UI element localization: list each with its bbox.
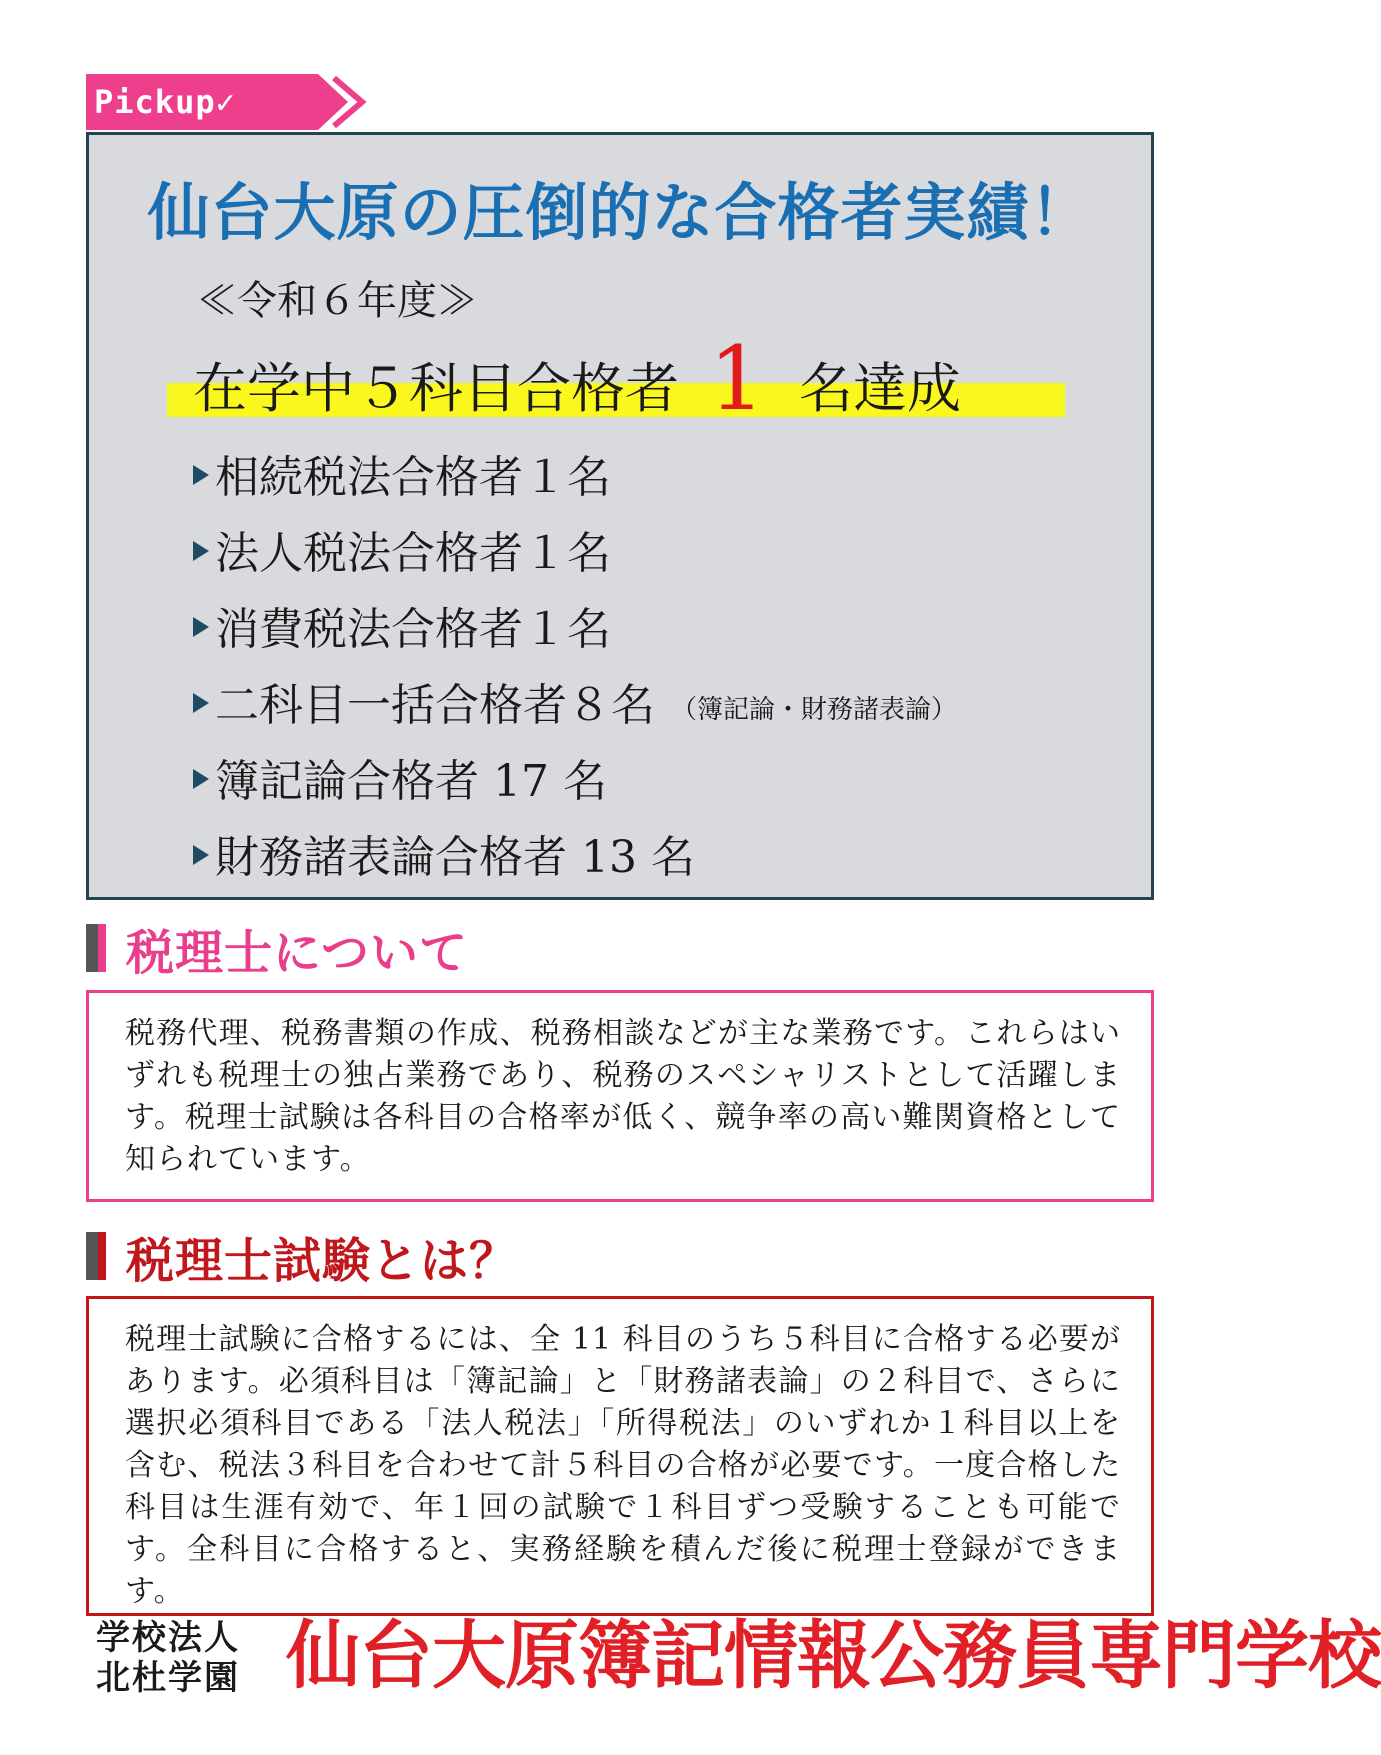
list-item-text: 簿記論合格者 17 名: [215, 756, 607, 807]
school-name: 仙台大原簿記情報公務員専門学校: [286, 1613, 1381, 1699]
list-item: [193, 587, 957, 663]
list-item: [193, 815, 957, 891]
exam-heading-bar: [86, 1232, 106, 1280]
exam-body: 税理士試験に合格するには、全 11 科目のうち５科目に合格する必要があります。必須科目は「簿記論」と「財務諸表論」の２科目で、さらに選択必須科目である「法人税法」「所得税法」のいずれか１科目以上を含む、税法３科目を合わせて計５科目の合格が必要です。一度合格した科目は生涯有効で、年１回の試験で１科目ずつ受験することも可能です。全科目に合格すると、実務経験を積んだ後に税理士登録ができます。: [125, 1322, 1121, 1609]
achievement-suffix: 名達成: [799, 357, 961, 420]
about-heading: [86, 918, 469, 981]
results-panel: [86, 132, 1154, 900]
list-item-text: 相続税法合格者１名: [215, 452, 611, 503]
exam-textbox: [86, 1296, 1154, 1616]
school-corporation: [96, 1618, 240, 1698]
bullet-triangle-icon: [193, 693, 209, 713]
achievement-line: [193, 323, 961, 430]
exam-title: 税理士試験とは？: [126, 1232, 519, 1289]
bullet-triangle-icon: [193, 617, 209, 637]
list-item: [193, 435, 957, 511]
about-textbox: [86, 990, 1154, 1202]
results-headline: 仙台大原の圧倒的な合格者実績！: [147, 176, 1093, 249]
about-title: 税理士について: [126, 924, 469, 981]
list-item-text: 二科目一括合格者８名: [215, 680, 655, 731]
list-item-note: （簿記論・財務諸表論）: [671, 694, 958, 725]
bullet-triangle-icon: [193, 541, 209, 561]
corporation-line-2: 北杜学園: [96, 1658, 240, 1698]
list-item: [193, 663, 957, 739]
list-item: [193, 511, 957, 587]
results-list: [193, 435, 957, 891]
pickup-label: Pickup✓: [94, 83, 236, 121]
results-year: ≪令和６年度≫: [197, 278, 477, 324]
list-item-text: 法人税法合格者１名: [215, 528, 611, 579]
bullet-triangle-icon: [193, 769, 209, 789]
corporation-line-1: 学校法人: [96, 1618, 240, 1658]
list-item: [193, 739, 957, 815]
achievement-prefix: 在学中５科目合格者: [193, 357, 679, 420]
about-body: 税務代理、税務書類の作成、税務相談などが主な業務です。これらはいずれも税理士の独占業務であり、税務のスペシャリストとして活躍します。税理士試験は各科目の合格率が低く、競争率の高い難関資格として知られています。: [125, 1016, 1121, 1177]
bullet-triangle-icon: [193, 845, 209, 865]
bullet-triangle-icon: [193, 465, 209, 485]
list-item-text: 財務諸表論合格者 13 名: [215, 832, 695, 883]
about-heading-bar: [86, 924, 106, 972]
achievement-number: 1: [709, 327, 765, 430]
pickup-tab: [86, 74, 376, 130]
exam-heading: [86, 1226, 519, 1289]
list-item-text: 消費税法合格者１名: [215, 604, 611, 655]
